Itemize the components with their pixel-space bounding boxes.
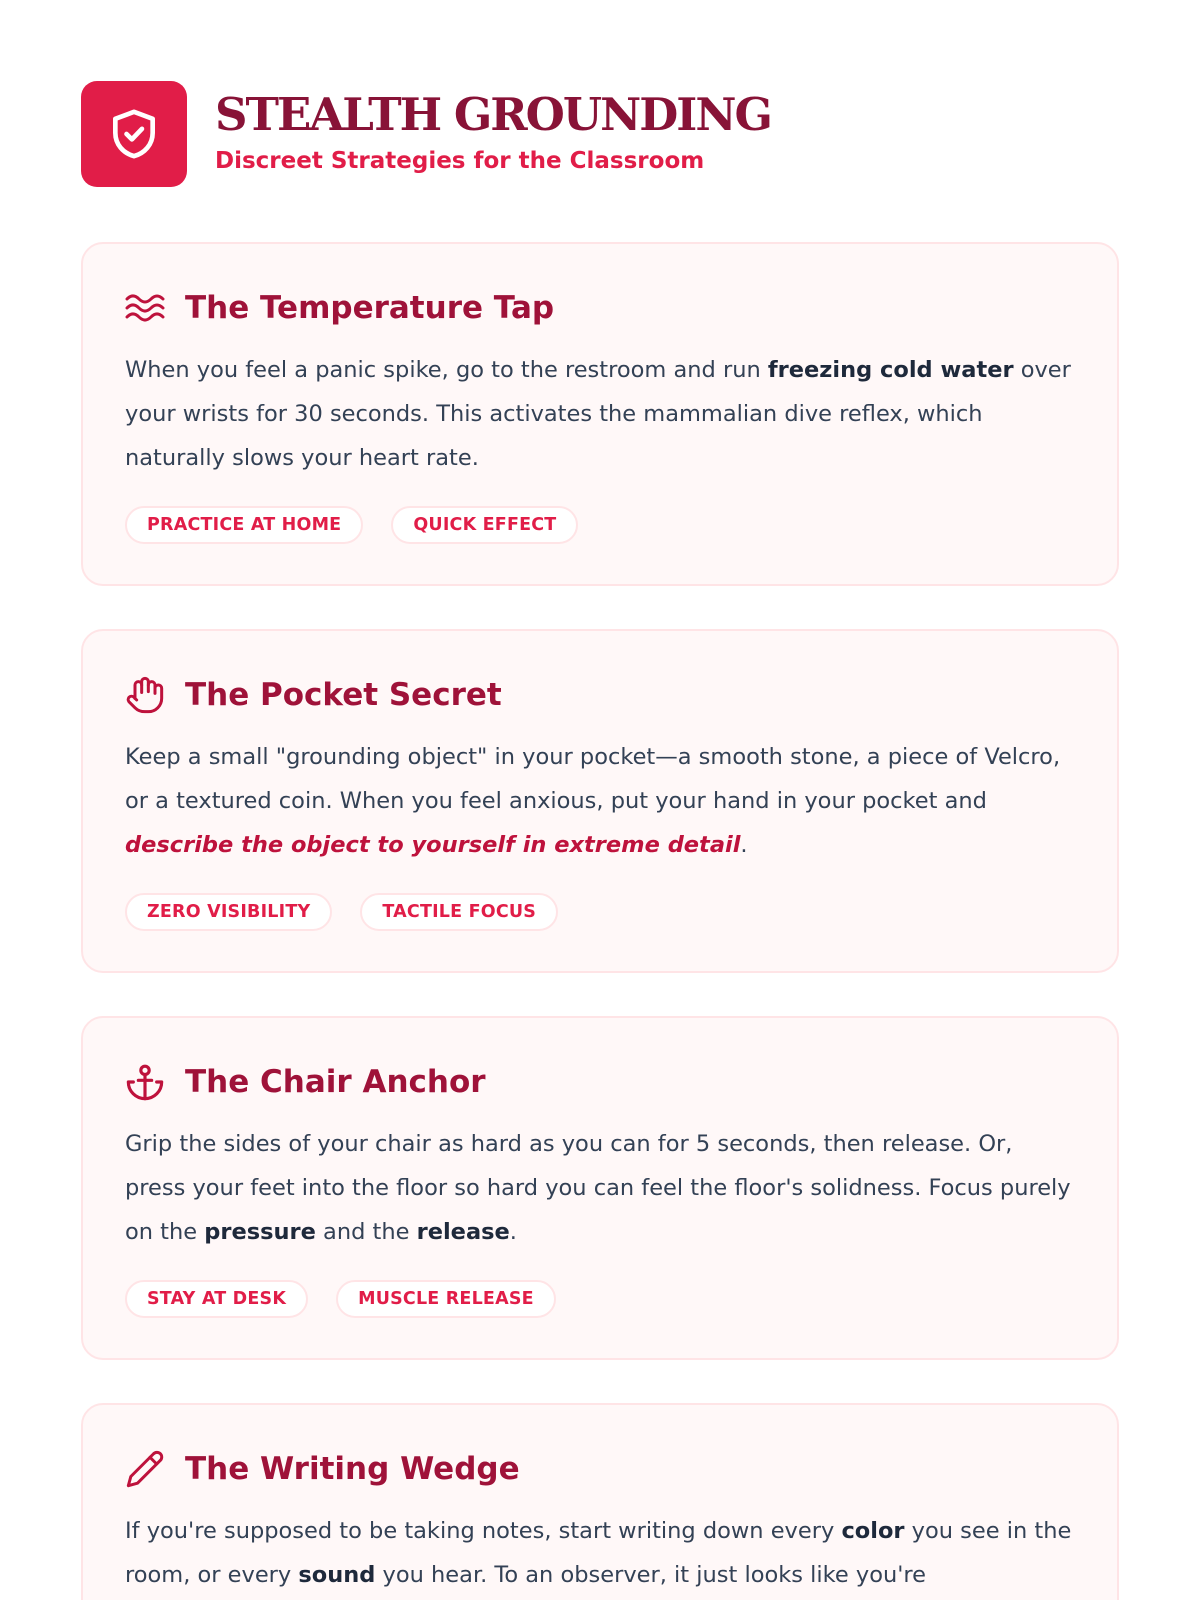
anchor-icon [125,1062,165,1102]
card-title: The Temperature Tap [185,290,555,326]
card-title: The Pocket Secret [185,677,502,713]
hand-icon [125,675,165,715]
card-description: Grip the sides of your chair as hard as you can for 5 seconds, then release. Or, press your feet into the floor so hard you can feel the floor's solidness. Focus purely on the pressure and the release. [125,1131,1071,1245]
bold-phrase: sound [298,1562,376,1588]
tag-list [125,1280,1075,1318]
card-description: Keep a small "grounding object" in your pocket—a smooth stone, a piece of Velcro, or a textured coin. When you feel anxious, put your hand in your pocket and describe the object to yourself in extreme detail. [125,744,1061,858]
card-title: The Writing Wedge [185,1451,520,1487]
strategy-card-writing-wedge [81,1403,1119,1600]
strategy-card-pocket-secret [81,629,1119,973]
pencil-icon [125,1449,165,1489]
tag-badge: PRACTICE AT HOME [125,506,363,544]
bold-phrase: freezing cold water [767,357,1014,383]
card-title: The Chair Anchor [185,1064,486,1100]
shield-check-icon [81,81,187,187]
page-subtitle: Discreet Strategies for the Classroom [215,148,705,174]
tag-badge: TACTILE FOCUS [360,893,558,931]
card-description: When you feel a panic spike, go to the restroom and run freezing cold water over your wrists for 30 seconds. This activates the mammalian dive reflex, which naturally slows your heart rate. [125,357,1071,471]
tag-badge: STAY AT DESK [125,1280,308,1318]
page-title: STEALTH GROUNDING [215,88,771,141]
waves-icon [125,288,165,328]
tag-badge: ZERO VISIBILITY [125,893,332,931]
strategy-card-chair-anchor [81,1016,1119,1360]
card-description: If you're supposed to be taking notes, start writing down every color you see in the room, or every sound you hear. To an observer, it just looks like you're [125,1518,1072,1588]
bold-phrase: release [416,1219,510,1245]
bold-phrase: color [841,1518,905,1544]
tag-badge: QUICK EFFECT [391,506,578,544]
tag-list [125,506,1075,544]
bold-phrase: pressure [204,1219,316,1245]
emphasis-phrase: describe the object to yourself in extreme detail [125,832,741,858]
tag-list [125,893,1075,931]
tag-badge: MUSCLE RELEASE [336,1280,556,1318]
strategy-card-temperature-tap [81,242,1119,586]
page-header [81,81,771,187]
